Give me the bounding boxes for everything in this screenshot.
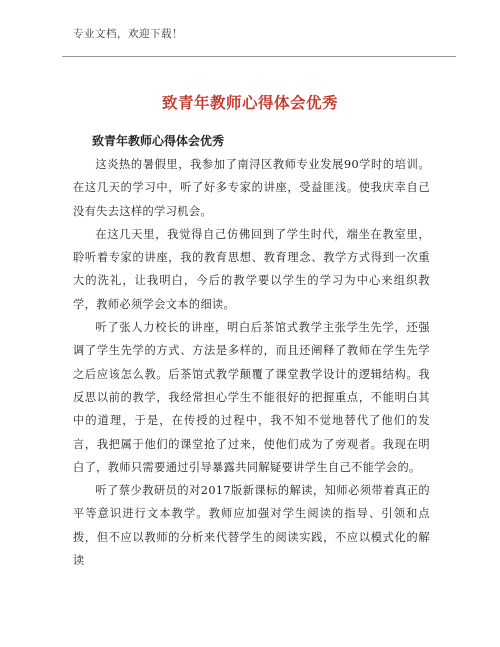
document-body [73,153,430,572]
body-paragraph: 这炎热的暑假里，我参加了南浔区教师专业发展90学时的培训。在这几天的学习中，听了好多专家的讲座，受益匪浅。使我庆幸自己没有失去这样的学习机会。 [73,158,430,218]
body-paragraph: 听了张人力校长的讲座，明白后茶馆式教学主张学生先学，还强调了学生先学的方式、方法是多样的，而且还阐释了教师在学生先学之后应该怎么教。后茶馆式教学颠覆了课堂教学设计的逻辑结构。我反思以前的教学，我经常担心学生不能很好的把握重点，不能明白其中的道理，于是，在传授的过程中，我不知不觉地替代了他们的发言，我把属于他们的课堂抢了过来，使他们成为了旁观者。我现在明白了，教师只需要通过引导暴露共同解疑要讲学生自己不能学会的。 [73,321,430,474]
body-paragraph: 在这几天里，我觉得自己仿佛回到了学生时代，端坐在教室里，聆听着专家的讲座，我的教育思想、教育理念、教学方式得到一次重大的洗礼，让我明白，今后的教学要以学生的学习为中心来组织教学，教师必须学会文本的细读。 [73,227,430,311]
page-header-text: 专业文档，欢迎下载！ [73,28,183,40]
section-title: 致青年教师心得体会优秀 [92,134,225,148]
header-divider [62,56,456,57]
body-paragraph: 听了蔡少教研员的对2017版新课标的解读，知师必须带着真正的平等意识进行文本教学。教师应加强对学生阅读的指导、引领和点拨，但不应以教师的分析来代替学生的阅读实践，不应以模式化的解读 [73,484,430,568]
document-title: 致青年教师心得体会优秀 [161,94,338,112]
